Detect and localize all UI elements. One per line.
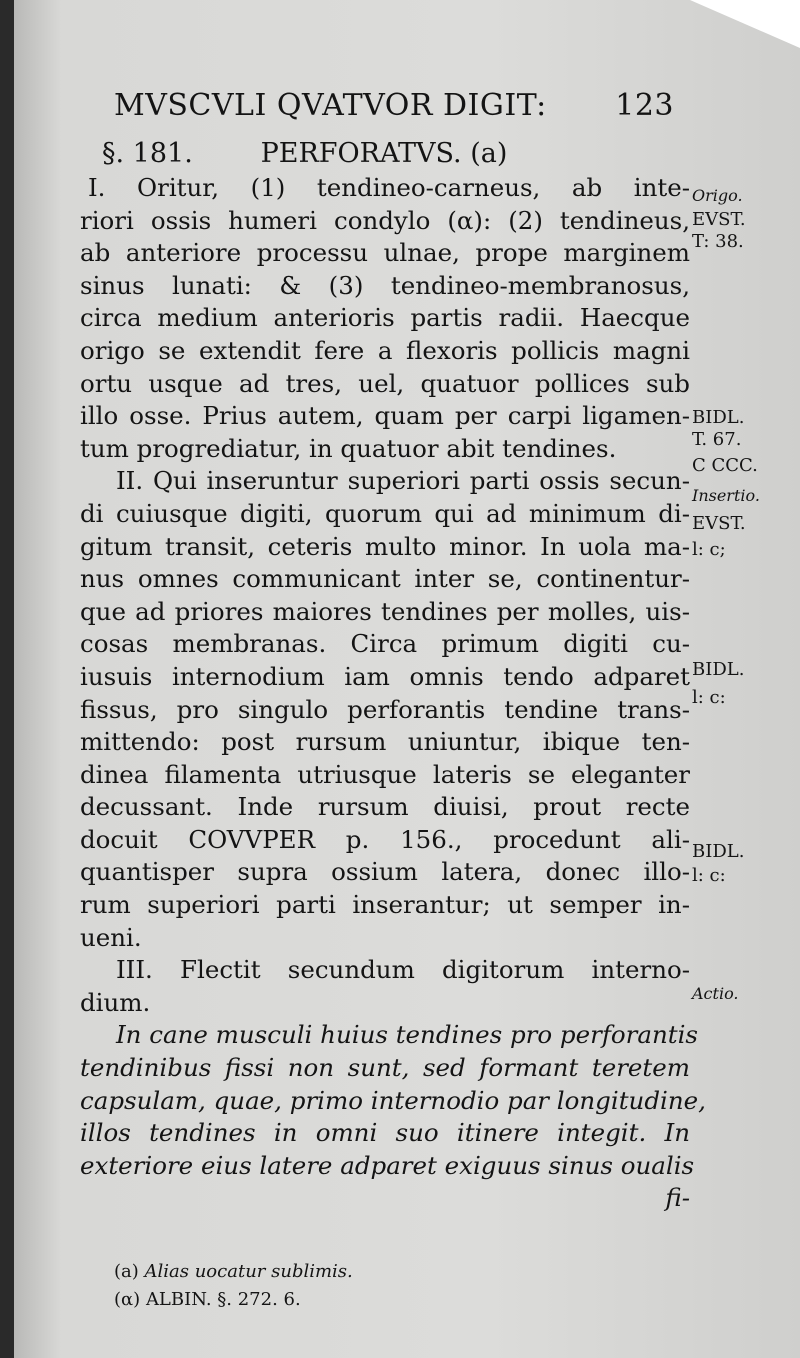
running-header	[114, 88, 674, 123]
text-line: ab anteriore processu ulnae, prope marginem	[80, 238, 690, 268]
text-line: iusuis internodium iam omnis tendo adparet	[80, 661, 690, 691]
text-line: II. Qui inseruntur superiori parti ossis secun-	[116, 466, 690, 496]
margin-note: Actio.	[692, 984, 739, 1003]
main-text	[80, 172, 706, 1215]
text-line: ueni.	[80, 922, 142, 952]
margin-note: BIDL.	[692, 841, 745, 862]
text-line: docuit COVVPER p. 156., procedunt ali-	[80, 824, 690, 854]
margin-note: C CCC.	[692, 455, 758, 476]
text-line: ortu usque ad tres, uel, quatuor pollices sub	[80, 368, 690, 398]
footnote	[114, 1286, 514, 1314]
text-line: circa medium anterioris partis radii. Haecque	[80, 303, 690, 333]
text-line: mittendo: post rursum uniuntur, ibique ten-	[80, 727, 690, 757]
margin-note: BIDL.	[692, 659, 745, 680]
margin-note: l: c:	[692, 687, 726, 708]
text-line: sinus lunati: & (3) tendineo-membranosus,	[80, 270, 690, 300]
text-line: origo se extendit fere a flexoris pollicis magni	[80, 335, 690, 365]
margin-note: T. 67.	[692, 429, 742, 450]
text-line: rum superiori parti inserantur; ut semper in-	[80, 890, 690, 920]
text-line: capsulam, quae, primo internodio par longitudine,	[80, 1085, 706, 1115]
margin-note: T: 38.	[692, 231, 744, 252]
text-line: fi-	[665, 1183, 690, 1213]
margin-note: EVST.	[692, 513, 746, 534]
page-number: 123	[615, 88, 674, 123]
text-line: illo osse. Prius autem, quam per carpi ligamen-	[80, 401, 690, 431]
footnote-marker: (a)	[114, 1261, 139, 1282]
footnote-text: ALBIN. §. 272. 6.	[145, 1289, 301, 1310]
margin-note: BIDL.	[692, 407, 745, 428]
margin-note: Origo.	[692, 186, 743, 205]
book-page	[14, 0, 800, 1358]
footnote	[114, 1258, 514, 1286]
footnotes	[114, 1258, 514, 1314]
text-line: cosas membranas. Circa primum digiti cu-	[80, 629, 690, 659]
margin-note: l: c;	[692, 539, 726, 560]
folded-corner	[690, 0, 800, 48]
text-line: nus omnes communicant inter se, continentur-	[80, 564, 690, 594]
text-line: tendinibus fissi non sunt, sed formant teretem	[80, 1053, 690, 1083]
text-line: quantisper supra ossium latera, donec illo-	[80, 857, 690, 887]
running-title: MVSCVLI QVATVOR DIGIT:	[114, 88, 547, 123]
footnote-marker: (α)	[114, 1289, 141, 1310]
text-line: illos tendines in omni suo itinere integit. In	[80, 1118, 690, 1148]
text-line: riori ossis humeri condylo (α): (2) tendineus,	[80, 205, 690, 235]
section-title: PERFORATVS. (a)	[260, 138, 508, 169]
section-heading	[102, 138, 702, 169]
text-line: I. Oritur, (1) tendineo-carneus, ab inte-	[88, 173, 690, 202]
margin-note: Insertio.	[692, 486, 760, 505]
margin-note: l: c:	[692, 865, 726, 886]
text-line: gitum transit, ceteris multo minor. In uola ma-	[80, 531, 690, 561]
text-line: exteriore eius latere adparet exiguus sinus oualis	[80, 1150, 695, 1180]
footnote-text: Alias uocatur sublimis.	[144, 1261, 353, 1282]
text-line: di cuiusque digiti, quorum qui ad minimum di-	[80, 498, 690, 528]
text-line: fissus, pro singulo perforantis tendine trans-	[80, 694, 690, 724]
text-line: dinea filamenta utriusque lateris se eleganter	[80, 759, 690, 789]
text-line: tum progrediatur, in quatuor abit tendines.	[80, 433, 617, 463]
section-number: §. 181.	[102, 138, 193, 169]
text-line: que ad priores maiores tendines per molles, uis-	[80, 596, 690, 626]
text-line: III. Flectit secundum digitorum interno-	[116, 955, 690, 985]
text-line: decussant. Inde rursum diuisi, prout recte	[80, 792, 690, 822]
text-line: In cane musculi huius tendines pro perforantis	[116, 1020, 698, 1050]
margin-note: EVST.	[692, 209, 746, 230]
text-line: dium.	[80, 987, 151, 1017]
